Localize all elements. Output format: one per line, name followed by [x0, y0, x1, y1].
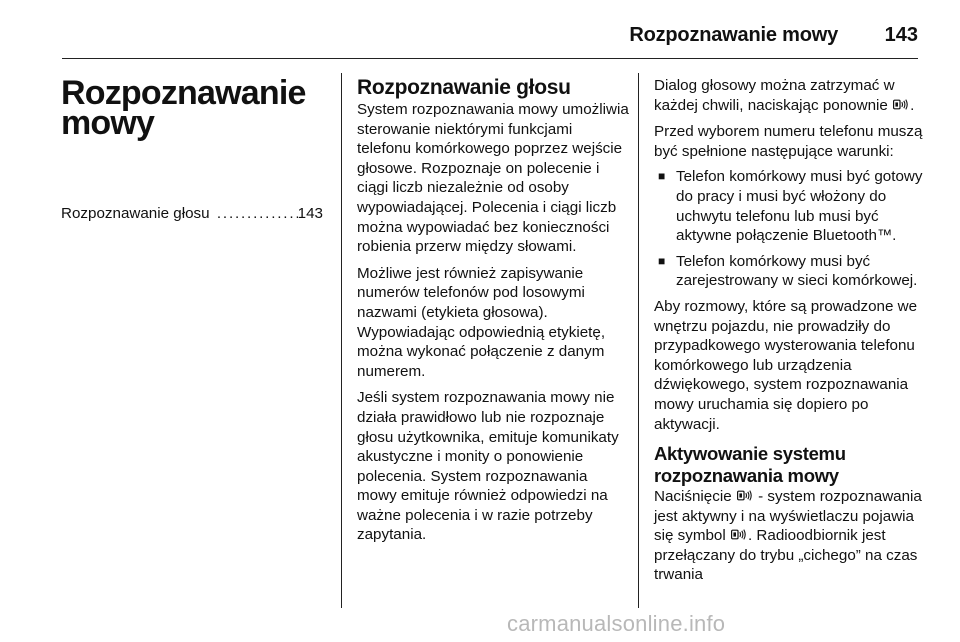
toc-entry-label: Rozpoznawanie głosu: [61, 205, 210, 222]
column-divider: [341, 73, 342, 608]
body-column-middle: [357, 76, 629, 552]
page-number: 143: [884, 24, 918, 46]
list-item: [654, 167, 924, 245]
section-title: Rozpoznawanie głosu: [357, 76, 571, 99]
bullet-marker: ■: [658, 169, 666, 184]
paragraph-text: - system rozpoznawania jest aktywny i na wyświetlaczu pojawia się symbol: [654, 488, 922, 545]
body-column-right: [654, 76, 924, 592]
paragraph: [654, 76, 924, 115]
paragraph: System rozpoznawania mowy umożliwia sterowanie niektórymi funkcjami telefonu komórkowego poprzez wejście głosowe. Rozpoznaje on polecenie i ciągi liczb niezależnie od osoby wypowiadającej. Polecenia i ciągi liczb można wypowiadać bez konieczności robienia przerw między słowami.: [357, 101, 629, 256]
paragraph: Przed wyborem numeru telefonu muszą być spełnione następujące warunki:: [654, 123, 923, 160]
chapter-column: [61, 76, 323, 224]
chapter-title-line: Rozpoznawanie: [61, 74, 306, 112]
voice-control-icon: [737, 490, 753, 501]
running-title: Rozpoznawanie mowy: [629, 24, 838, 46]
voice-control-icon: [893, 99, 909, 110]
paragraph: Aby rozmowy, które są prowadzone we wnętrzu pojazdu, nie prowadziły do przypadkowego wysterowania telefonu komórkowego lub urządzenia dźwiękowego, system rozpoznawania mowy uruchamia się dopiero po aktywacji.: [654, 297, 918, 433]
page-header: [62, 18, 918, 59]
watermark: carmanualsonline.info: [507, 611, 726, 636]
chapter-title: [61, 74, 323, 142]
toc-entry[interactable]: [61, 204, 323, 224]
subsection-title: Aktywowanie systemu rozpoznawania mowy: [654, 443, 846, 486]
paragraph: [654, 487, 924, 585]
paragraph-text: Naciśnięcie: [654, 488, 732, 506]
paragraph-text: .: [910, 96, 915, 114]
paragraph-text: . Radioodbiornik jest przełączany do trybu „cichego” na czas trwania: [654, 527, 918, 584]
toc-entry-page: 143: [297, 205, 323, 222]
paragraph-text: Dialog głosowy można zatrzymać w każdej chwili, naciskając ponownie: [654, 77, 895, 114]
voice-control-icon: [731, 529, 747, 540]
chapter-title-line: mowy: [61, 104, 155, 142]
paragraph: Jeśli system rozpoznawania mowy nie działa prawidłowo lub nie rozpoznaje głosu użytkownika, emituje komunikaty akustyczne i monity o ponowienie polecenia. System rozpoznawania mowy emituje również odpowiedzi na ważne polecenia i w razie potrzeby zapytania.: [357, 389, 619, 544]
list-item-text: Telefon komórkowy musi być gotowy do pracy i musi być włożony do uchwytu telefonu lub musi być aktywne połączenie Bluetooth™.: [676, 168, 923, 245]
bullet-list: [654, 167, 924, 291]
list-item-text: Telefon komórkowy musi być zarejestrowany w sieci komórkowej.: [676, 252, 918, 290]
bullet-marker: ■: [658, 253, 666, 268]
list-item: [654, 252, 924, 291]
paragraph: Możliwe jest również zapisywanie numerów telefonów pod losowymi nazwami (etykieta głosowa). Wypowiadając odpowiednią etykietę, można wykonać połączenie z danym numerem.: [357, 264, 606, 380]
toc-leader: [210, 204, 298, 224]
column-divider: [638, 73, 639, 608]
